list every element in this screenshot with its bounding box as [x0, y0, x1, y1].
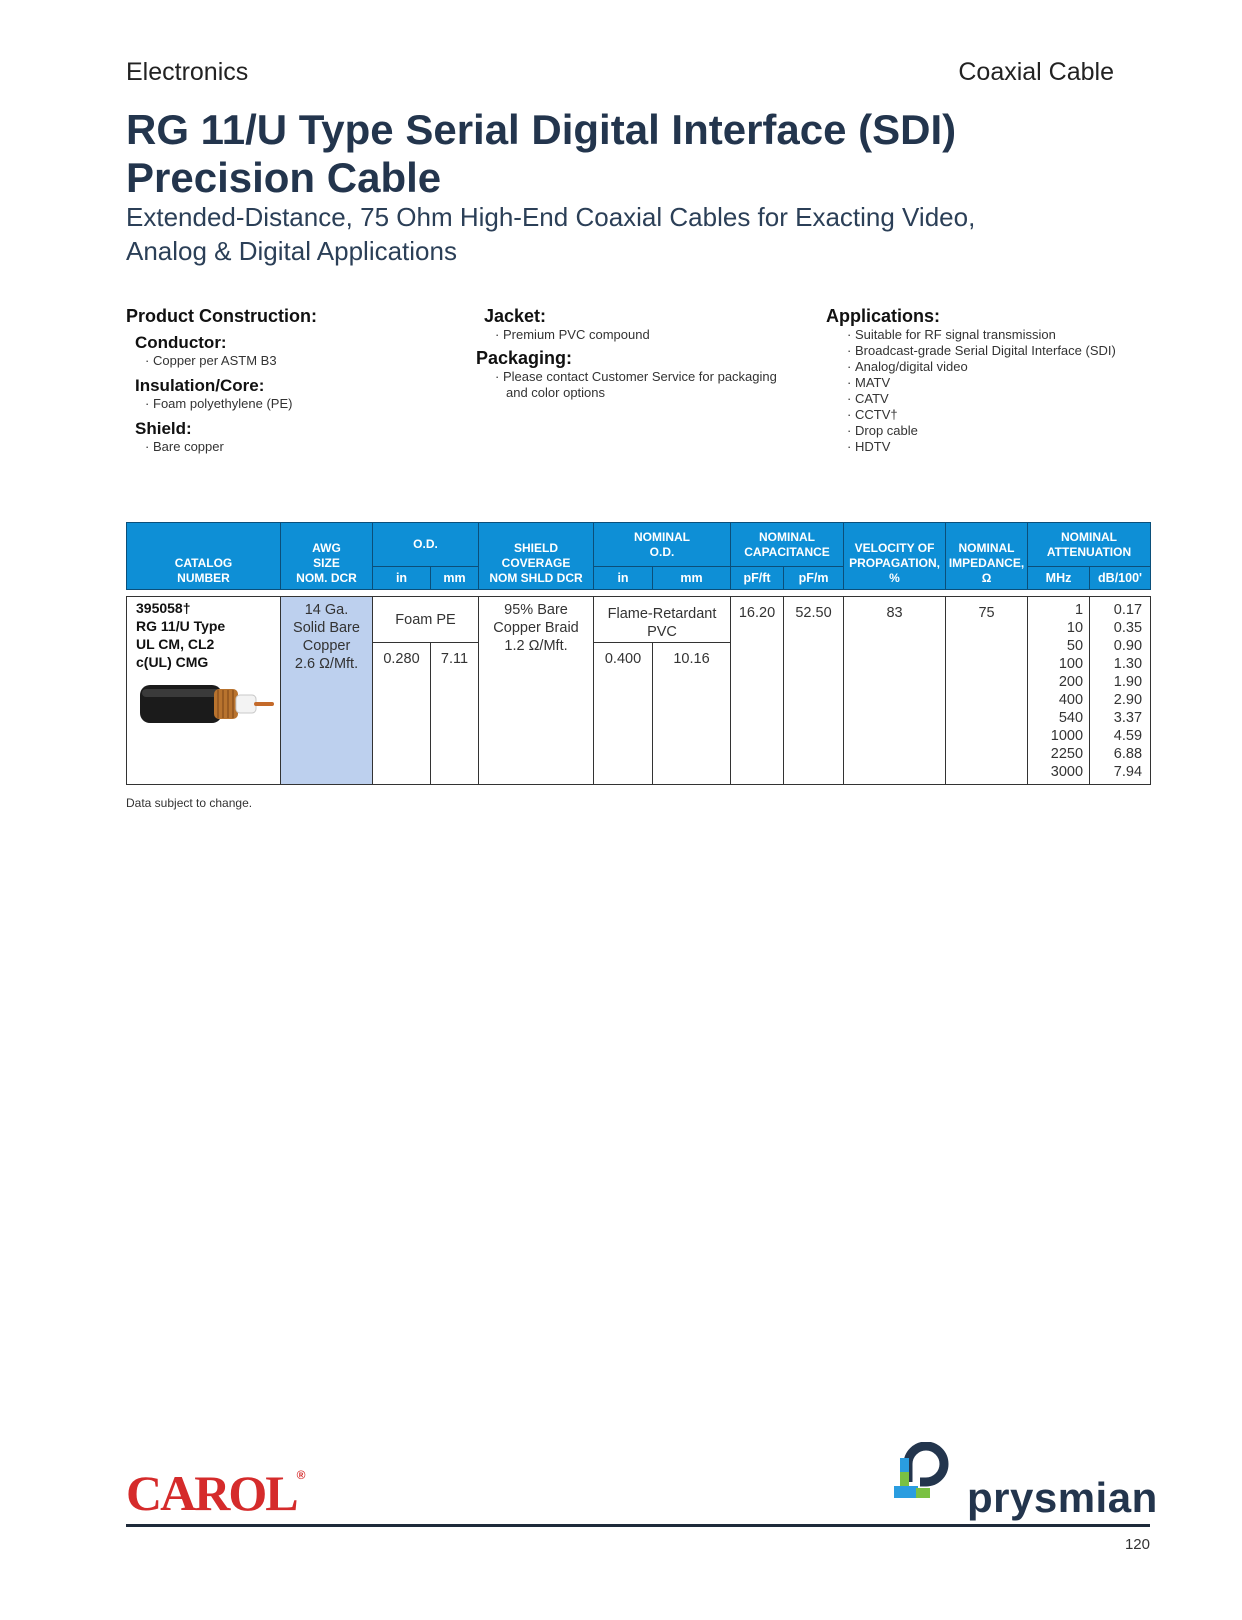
- page-number: 120: [1124, 1536, 1150, 1553]
- applications-heading: Applications:: [826, 306, 941, 326]
- section-label: Coaxial Cable: [958, 58, 1114, 86]
- applications-block: Applications: · Suitable for RF signal transmission · Broadcast-grade Serial Digital Interface (SDI) · Analog/digital video · MATV · CATV · CCTV† · Drop cable · HDTV: [826, 306, 1156, 455]
- header-od: O.D.: [373, 523, 479, 567]
- header-cap-pfft: pF/ft: [731, 567, 784, 590]
- od-mm-cell: 7.11: [431, 643, 479, 785]
- conductor-heading: Conductor:: [135, 333, 227, 352]
- header-att-mhz: MHz: [1028, 567, 1090, 590]
- packaging-item-line-1: Please contact Customer Service for packaging: [503, 369, 777, 384]
- header-impedance: NOMINAL IMPEDANCE, Ω: [946, 523, 1028, 590]
- page-subtitle: [126, 200, 1126, 268]
- header-nominal-od-mm: mm: [653, 567, 731, 590]
- application-item: CATV: [855, 391, 889, 406]
- catalog-cell: [127, 597, 281, 785]
- subtitle-line-1: Extended-Distance, 75 Ohm High-End Coaxial Cables for Exacting Video,: [126, 202, 976, 232]
- shield-cell: 95% Bare Copper Braid 1.2 Ω/Mft.: [479, 597, 594, 785]
- mhz-cell: 1 10 50 100 200 400 540 1000 2250 3000: [1028, 597, 1090, 785]
- catalog-rating: UL CM, CL2: [136, 636, 215, 652]
- application-item: Suitable for RF signal transmission: [855, 327, 1056, 342]
- header-capacitance: NOMINAL CAPACITANCE: [731, 523, 844, 567]
- jacket-heading: Jacket:: [484, 306, 547, 326]
- catalog-type: RG 11/U Type: [136, 618, 226, 634]
- catalog-rating-2: c(UL) CMG: [136, 654, 209, 670]
- title-line-2: Precision Cable: [126, 154, 442, 201]
- construction-heading: Product Construction:: [126, 306, 317, 326]
- header-nominal-od-in: in: [594, 567, 653, 590]
- header-catalog: CATALOG NUMBER: [127, 523, 281, 590]
- insulation-heading: Insulation/Core:: [135, 376, 265, 395]
- subtitle-line-2: Analog & Digital Applications: [126, 236, 457, 266]
- insulation-cell: Foam PE: [373, 597, 479, 643]
- header-attenuation: NOMINAL ATTENUATION: [1028, 523, 1151, 567]
- application-item: Analog/digital video: [855, 359, 968, 374]
- application-item: Drop cable: [855, 423, 918, 438]
- header-cap-pfm: pF/m: [784, 567, 844, 590]
- packaging-item-line-2: and color options: [506, 385, 606, 400]
- header-att-db: dB/100': [1090, 567, 1151, 590]
- header-nominal-od: NOMINAL O.D.: [594, 523, 731, 567]
- application-item: CCTV†: [855, 407, 898, 422]
- jacket-cell: Flame-Retardant PVC: [594, 597, 731, 643]
- footer-rule: [126, 1524, 1150, 1527]
- header-od-in: in: [373, 567, 431, 590]
- conductor-item: Copper per ASTM B3: [153, 353, 277, 368]
- category-label: Electronics: [126, 58, 249, 86]
- cap-pfm-cell: 52.50: [784, 597, 844, 785]
- application-item: Broadcast-grade Serial Digital Interface (SDI): [855, 343, 1116, 358]
- header-awg: AWG SIZE NOM. DCR: [281, 523, 373, 590]
- shield-heading: Shield:: [135, 419, 192, 438]
- jacket-item: Premium PVC compound: [503, 327, 650, 342]
- carol-logo: CAROL®: [126, 1465, 306, 1521]
- title-line-1: RG 11/U Type Serial Digital Interface (SDI): [126, 106, 957, 153]
- construction-block: Product Construction: Conductor: · Copper per ASTM B3 Insulation/Core: · Foam polyethylene (PE) Shield: · Bare copper: [126, 306, 456, 455]
- coax-cable-image: [136, 681, 276, 727]
- header-velocity: VELOCITY OF PROPAGATION, %: [844, 523, 946, 590]
- jacket-block: Jacket: · Premium PVC compound Packaging: · Please contact Customer Service for packaging and color options: [476, 306, 816, 401]
- footnote: Data subject to change.: [126, 796, 253, 810]
- cap-pfft-cell: 16.20: [731, 597, 784, 785]
- insulation-item: Foam polyethylene (PE): [153, 396, 293, 411]
- prysmian-logo-icon: [894, 1442, 964, 1506]
- page-title: [126, 106, 1126, 202]
- awg-cell: 14 Ga. Solid Bare Copper 2.6 Ω/Mft.: [281, 597, 373, 785]
- db-cell: 0.17 0.35 0.90 1.30 1.90 2.90 3.37 4.59 6.88 7.94: [1090, 597, 1151, 785]
- catalog-number: 395058†: [136, 600, 191, 616]
- spec-table: [126, 522, 1151, 785]
- nominal-od-mm-cell: 10.16: [653, 643, 731, 785]
- od-in-cell: 0.280: [373, 643, 431, 785]
- velocity-cell: 83: [844, 597, 946, 785]
- application-item: MATV: [855, 375, 891, 390]
- nominal-od-in-cell: 0.400: [594, 643, 653, 785]
- header-od-mm: mm: [431, 567, 479, 590]
- application-item: HDTV: [855, 439, 891, 454]
- impedance-cell: 75: [946, 597, 1028, 785]
- header-shield: SHIELD COVERAGE NOM SHLD DCR: [479, 523, 594, 590]
- prysmian-logo: prysmian: [967, 1474, 1158, 1521]
- shield-item: Bare copper: [153, 439, 224, 454]
- packaging-heading: Packaging:: [476, 348, 573, 368]
